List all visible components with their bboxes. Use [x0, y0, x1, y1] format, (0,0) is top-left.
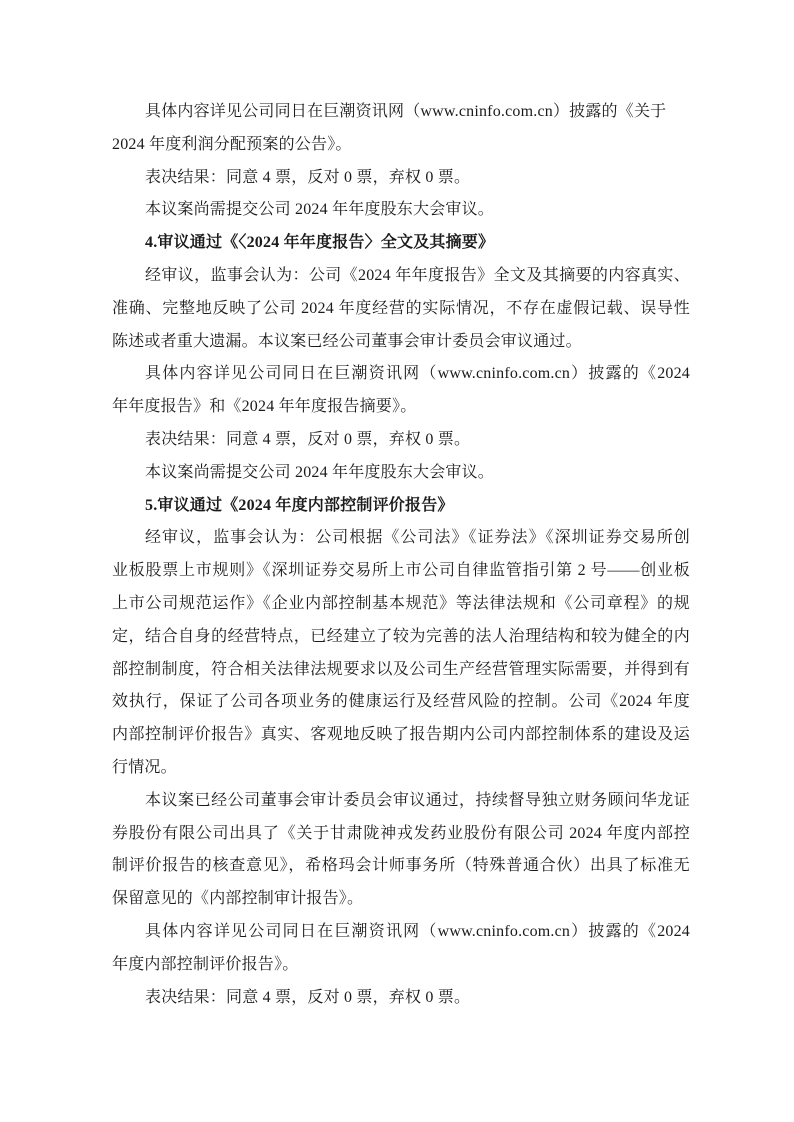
text-line: 券股份有限公司出具了《关于甘肃陇神戎发药业股份有限公司 2024 年度内部控: [112, 824, 690, 842]
text-line: 制评价报告的核查意见》，希格玛会计师事务所（特殊普通合伙）出具了标准无: [112, 857, 690, 875]
text-line: 保留意见的《内部控制审计报告》。: [112, 890, 364, 908]
text-line: 内部控制评价报告》真实、客观地反映了报告期内公司内部控制体系的建设及运: [112, 726, 690, 744]
text-line: 部控制制度，符合相关法律法规要求以及公司生产经营管理实际需要，并得到有: [112, 660, 690, 678]
text-line: 准确、完整地反映了公司 2024 年度经营的实际情况，不存在虚假记载、误导性: [112, 299, 690, 317]
text-line: 行情况。: [112, 758, 177, 776]
text-line: 效执行，保证了公司各项业务的健康运行及经营风险的控制。公司《2024 年度: [112, 693, 690, 711]
text-line: 具体内容详见公司同日在巨潮资讯网（www.cninfo.com.cn）披露的《2024: [145, 922, 690, 940]
text-line: 年度内部控制评价报告》。: [112, 955, 299, 973]
text-line: 表决结果：同意 4 票，反对 0 票，弃权 0 票。: [145, 988, 471, 1006]
text-line: 业板股票上市规则》《深圳证券交易所上市公司自律监管指引第 2 号——创业板: [112, 562, 690, 580]
text-line: 本议案尚需提交公司 2024 年年度股东大会审议。: [145, 463, 495, 481]
text-line: 定，结合自身的经营特点，已经建立了较为完善的法人治理结构和较为健全的内: [112, 627, 690, 645]
text-line: 具体内容详见公司同日在巨潮资讯网（www.cninfo.com.cn）披露的《2024: [145, 365, 690, 383]
section-heading: 4.审议通过《〈2024 年年度报告〉全文及其摘要》: [145, 234, 495, 252]
text-line: 上市公司规范运作》《企业内部控制基本规范》等法律法规和《公司章程》的规: [112, 594, 690, 612]
text-line: 具体内容详见公司同日在巨潮资讯网（www.cninfo.com.cn）披露的《关于: [145, 103, 667, 120]
text-line: 表决结果：同意 4 票，反对 0 票，弃权 0 票。: [145, 430, 471, 448]
text-line: 本议案尚需提交公司 2024 年年度股东大会审议。: [145, 201, 495, 219]
text-line: 年年度报告》和《2024 年年度报告摘要》。: [112, 398, 417, 416]
text-line: 经审议，监事会认为：公司根据《公司法》《证券法》《深圳证券交易所创: [145, 529, 690, 547]
text-line: 2024 年度利润分配预案的公告》。: [112, 135, 352, 153]
text-line: 陈述或者重大遗漏。本议案已经公司董事会审计委员会审议通过。: [112, 332, 582, 350]
text-line: 本议案已经公司董事会审计委员会审议通过，持续督导独立财务顾问华龙证: [145, 791, 690, 809]
text-line: 表决结果：同意 4 票，反对 0 票，弃权 0 票。: [145, 168, 471, 186]
document-content: [112, 96, 690, 1014]
text-line: 经审议，监事会认为：公司《2024 年年度报告》全文及其摘要的内容真实、: [145, 266, 690, 284]
section-heading: 5.审议通过《2024 年度内部控制评价报告》: [145, 496, 454, 514]
